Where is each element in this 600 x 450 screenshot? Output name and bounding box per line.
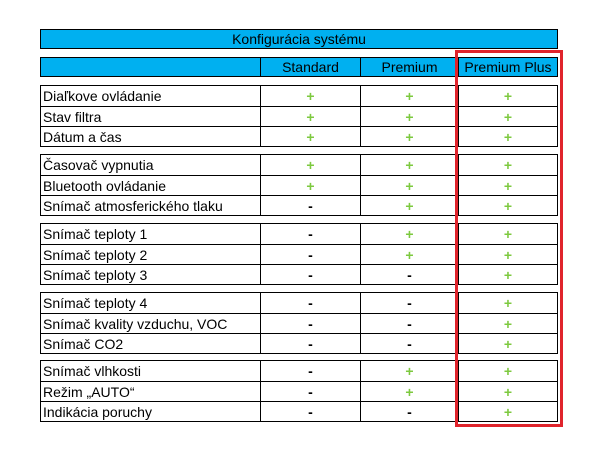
table-row <box>41 381 557 401</box>
feature-unavailable-mark: - <box>260 334 360 353</box>
feature-available-mark: + <box>458 245 557 264</box>
feature-available-mark: + <box>360 176 458 195</box>
feature-group <box>40 292 558 354</box>
table-row <box>41 264 557 284</box>
feature-group <box>40 360 558 422</box>
feature-available-mark: + <box>260 155 360 175</box>
table-title-text: Konfigurácia systému <box>232 31 366 47</box>
feature-available-mark: + <box>458 293 557 313</box>
feature-available-mark: + <box>458 196 557 215</box>
feature-available-mark: + <box>360 86 458 106</box>
feature-unavailable-mark: - <box>260 382 360 401</box>
feature-available-mark: + <box>458 86 557 106</box>
feature-available-mark: + <box>360 245 458 264</box>
column-header-row <box>40 57 558 77</box>
feature-available-mark: + <box>458 314 557 333</box>
feature-label: Snímač vlhkosti <box>43 363 142 379</box>
feature-available-mark: + <box>458 224 557 244</box>
table-row <box>41 195 557 215</box>
feature-label: Snímač teploty 4 <box>43 295 148 311</box>
feature-unavailable-mark: - <box>260 245 360 264</box>
header-premium: Premium <box>360 58 458 76</box>
feature-available-mark: + <box>260 127 360 146</box>
feature-available-mark: + <box>360 382 458 401</box>
feature-label: Dátum a čas <box>43 128 122 145</box>
table-row <box>41 293 557 313</box>
feature-label: Stav filtra <box>43 108 102 125</box>
feature-available-mark: + <box>458 382 557 401</box>
feature-group <box>40 154 558 216</box>
feature-available-mark: + <box>458 402 557 421</box>
feature-unavailable-mark: - <box>260 293 360 313</box>
feature-available-mark: + <box>260 86 360 106</box>
feature-available-mark: + <box>458 176 557 195</box>
feature-label: Indikácia poruchy <box>43 403 152 420</box>
feature-available-mark: + <box>458 265 557 284</box>
feature-label: Snímač teploty 2 <box>43 246 148 263</box>
feature-available-mark: + <box>458 155 557 175</box>
feature-available-mark: + <box>360 196 458 215</box>
header-premium-plus: Premium Plus <box>458 58 557 76</box>
table-row <box>41 361 557 381</box>
feature-available-mark: + <box>360 224 458 244</box>
table-row <box>41 224 557 244</box>
feature-available-mark: + <box>360 127 458 146</box>
feature-unavailable-mark: - <box>260 196 360 215</box>
table-row <box>41 313 557 333</box>
feature-available-mark: + <box>458 127 557 146</box>
table-row <box>41 401 557 421</box>
feature-available-mark: + <box>458 107 557 126</box>
feature-label: Časovač vypnutia <box>43 157 154 173</box>
table-row <box>41 244 557 264</box>
feature-unavailable-mark: - <box>260 314 360 333</box>
feature-unavailable-mark: - <box>360 293 458 313</box>
table-title <box>40 29 558 49</box>
feature-unavailable-mark: - <box>260 224 360 244</box>
feature-available-mark: + <box>458 334 557 353</box>
table-row <box>41 106 557 126</box>
feature-available-mark: + <box>360 107 458 126</box>
feature-label: Bluetooth ovládanie <box>43 177 166 194</box>
feature-label: Snímač CO2 <box>43 335 124 352</box>
header-empty-cell <box>41 58 260 76</box>
table-row <box>41 126 557 146</box>
table-row <box>41 155 557 175</box>
header-standard: Standard <box>260 58 360 76</box>
feature-available-mark: + <box>360 155 458 175</box>
feature-label: Snímač atmosferického tlaku <box>43 197 223 214</box>
feature-group <box>40 85 558 147</box>
table-row <box>41 86 557 106</box>
feature-unavailable-mark: - <box>360 334 458 353</box>
feature-label: Snímač kvality vzduchu, VOC <box>43 315 228 332</box>
feature-label: Snímač teploty 3 <box>43 266 148 283</box>
feature-unavailable-mark: - <box>360 402 458 421</box>
feature-unavailable-mark: - <box>360 265 458 284</box>
feature-group <box>40 223 558 285</box>
table-row <box>41 175 557 195</box>
feature-unavailable-mark: - <box>260 402 360 421</box>
table-row <box>41 333 557 353</box>
feature-available-mark: + <box>260 107 360 126</box>
feature-unavailable-mark: - <box>360 314 458 333</box>
feature-unavailable-mark: - <box>260 265 360 284</box>
feature-available-mark: + <box>458 361 557 381</box>
feature-label: Snímač teploty 1 <box>43 226 148 242</box>
feature-unavailable-mark: - <box>260 361 360 381</box>
feature-label: Režim „AUTO“ <box>43 383 135 400</box>
feature-available-mark: + <box>260 176 360 195</box>
feature-label: Diaľkove ovládanie <box>43 88 162 104</box>
feature-available-mark: + <box>360 361 458 381</box>
